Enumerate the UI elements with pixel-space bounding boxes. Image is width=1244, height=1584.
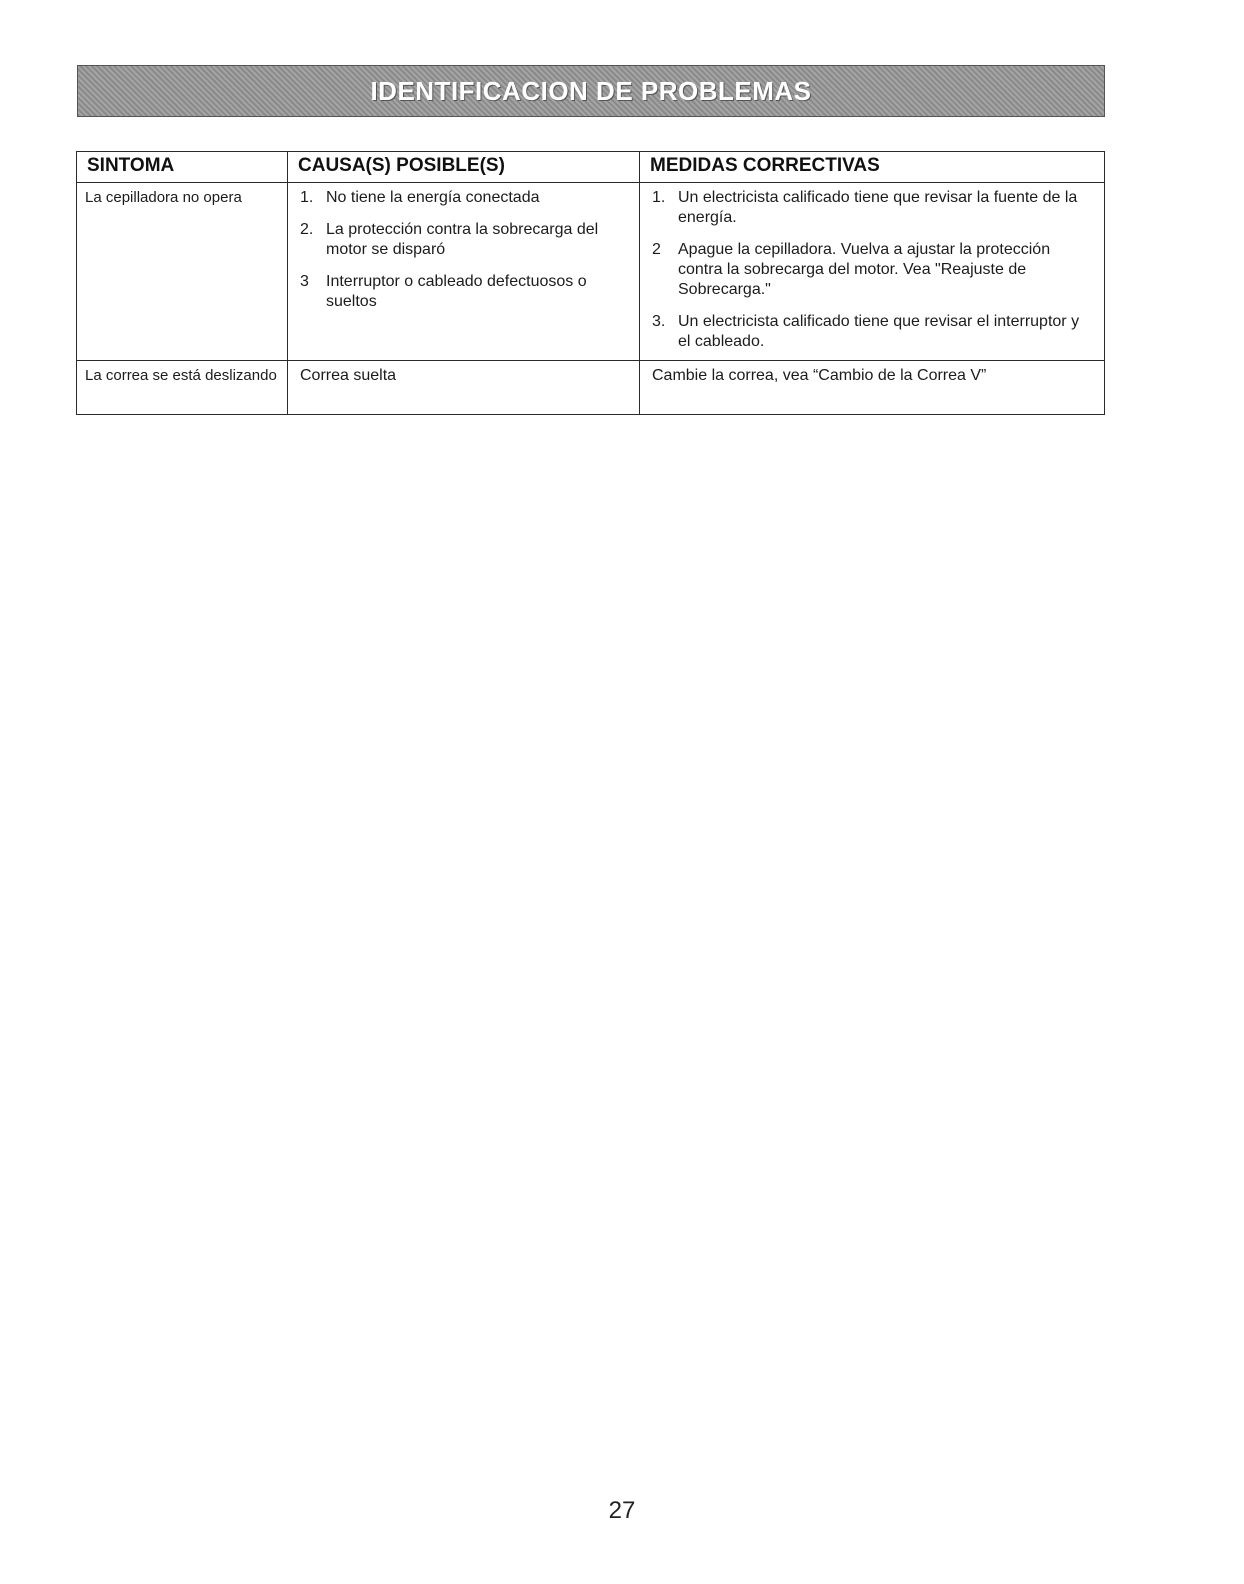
list-item <box>300 272 627 312</box>
item-number: 1. <box>652 189 666 206</box>
item-number: 3. <box>652 313 666 330</box>
cause-cell: Correa suelta <box>288 361 640 415</box>
item-number: 1. <box>300 189 314 206</box>
item-number: 2 <box>652 241 661 258</box>
table-row <box>77 183 1105 361</box>
symptom-text: La correa se está deslizando <box>85 367 277 384</box>
item-number: 2. <box>300 221 314 238</box>
header-causes: CAUSA(S) POSIBLE(S) <box>288 152 640 183</box>
page-number: 27 <box>608 1497 636 1524</box>
symptom-text: La cepilladora no opera <box>85 189 242 206</box>
header-corrective-measures: MEDIDAS CORRECTIVAS <box>640 152 1105 183</box>
list-item <box>652 240 1092 300</box>
fixes-list <box>652 188 1092 352</box>
item-text: No tiene la energía conectada <box>326 189 540 206</box>
list-item <box>652 312 1092 352</box>
troubleshooting-table <box>76 151 1105 415</box>
list-item <box>300 188 627 208</box>
causes-cell <box>288 183 640 361</box>
list-item <box>300 220 627 260</box>
section-title: IDENTIFICACION DE PROBLEMAS <box>370 76 812 106</box>
item-text: Un electricista calificado tiene que revisar la fuente de la energía. <box>678 189 1078 226</box>
item-text: Apague la cepilladora. Vuelva a ajustar la protección contra la sobrecarga del motor. Vea "Reajuste de Sobrecarga." <box>678 241 1051 298</box>
symptom-cell <box>77 361 288 415</box>
item-text: Interruptor o cableado defectuosos o sueltos <box>326 273 587 310</box>
table-header-row <box>77 152 1105 183</box>
item-text: Un electricista calificado tiene que revisar el interruptor y el cableado. <box>678 313 1080 350</box>
item-number: 3 <box>300 273 309 290</box>
section-banner <box>77 65 1105 117</box>
causes-list <box>300 188 627 312</box>
item-text: La protección contra la sobrecarga del motor se disparó <box>326 221 599 258</box>
list-item <box>652 188 1092 228</box>
symptom-cell <box>77 183 288 361</box>
fixes-cell <box>640 183 1105 361</box>
fix-cell: Cambie la correa, vea “Cambio de la Correa V” <box>640 361 1105 415</box>
header-symptom: SINTOMA <box>77 152 288 183</box>
table-row <box>77 361 1105 415</box>
